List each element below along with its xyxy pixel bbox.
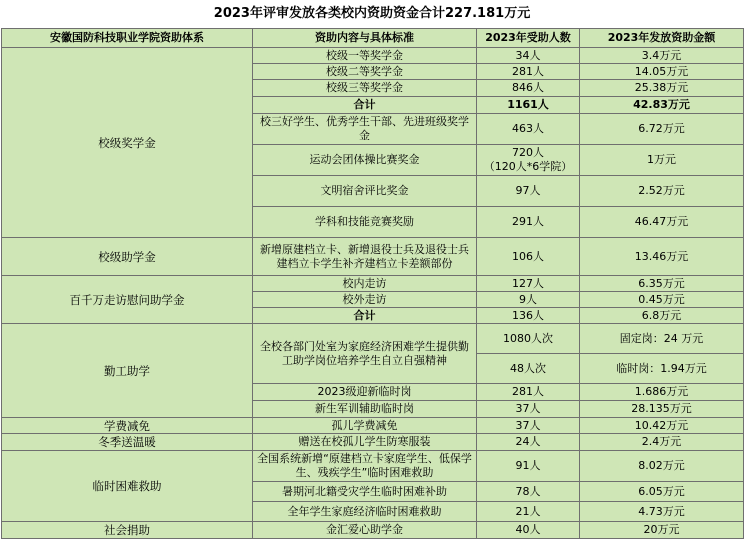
amount-cell: 1万元	[580, 145, 744, 176]
amount-cell: 6.8万元	[580, 308, 744, 324]
content-cell: 校级一等奖学金	[253, 48, 477, 64]
content-cell: 学科和技能竞赛奖励	[253, 207, 477, 238]
content-cell: 金汇爱心助学金	[253, 522, 477, 539]
content-cell: 校内走访	[253, 276, 477, 292]
table-row	[2, 276, 744, 292]
amount-cell: 0.45万元	[580, 292, 744, 308]
content-cell: 2023级迎新临时岗	[253, 384, 477, 401]
category-cell: 临时困难救助	[2, 451, 253, 522]
amount-cell: 固定岗：24 万元	[580, 324, 744, 354]
content-cell: 合计	[253, 308, 477, 324]
table-row	[2, 418, 744, 434]
count-cell: 78人	[477, 482, 580, 502]
amount-cell: 2.52万元	[580, 176, 744, 207]
count-cell: 91人	[477, 451, 580, 482]
amount-cell: 3.4万元	[580, 48, 744, 64]
category-cell: 校级奖学金	[2, 48, 253, 238]
table-row	[2, 238, 744, 276]
content-cell: 校级三等奖学金	[253, 80, 477, 97]
count-cell	[477, 145, 580, 176]
count-cell: 9人	[477, 292, 580, 308]
count-cell: 48人次	[477, 354, 580, 384]
amount-cell: 42.83万元	[580, 97, 744, 114]
aid-table	[1, 28, 744, 539]
count-cell: 1161人	[477, 97, 580, 114]
header-amount: 2023年发放资助金额	[580, 29, 744, 48]
count-cell: 37人	[477, 401, 580, 418]
content-cell: 全国系统新增“原建档立卡家庭学生、低保学生、残疾学生”临时困难救助	[253, 451, 477, 482]
amount-cell: 4.73万元	[580, 502, 744, 522]
count-cell: 34人	[477, 48, 580, 64]
table-row	[2, 451, 744, 482]
count-cell: 37人	[477, 418, 580, 434]
content-cell: 校外走访	[253, 292, 477, 308]
count-cell: 281人	[477, 384, 580, 401]
count-cell: 24人	[477, 434, 580, 451]
count-cell: 97人	[477, 176, 580, 207]
amount-cell: 28.135万元	[580, 401, 744, 418]
content-cell: 新生军训辅助临时岗	[253, 401, 477, 418]
content-cell: 新增原建档立卡、新增退役士兵及退役士兵建档立卡学生补齐建档立卡差额部份	[253, 238, 477, 276]
header-content: 资助内容与具体标准	[253, 29, 477, 48]
count-note: （120人*6学院）	[483, 160, 573, 173]
count-cell: 40人	[477, 522, 580, 539]
count-cell: 106人	[477, 238, 580, 276]
category-cell: 勤工助学	[2, 324, 253, 418]
amount-cell: 46.47万元	[580, 207, 744, 238]
amount-cell: 临时岗：1.94万元	[580, 354, 744, 384]
amount-cell: 6.05万元	[580, 482, 744, 502]
amount-cell: 1.686万元	[580, 384, 744, 401]
table-row	[2, 48, 744, 64]
count-cell: 127人	[477, 276, 580, 292]
content-cell: 暑期河北籍受灾学生临时困难补助	[253, 482, 477, 502]
category-cell: 社会捐助	[2, 522, 253, 539]
count-cell: 281人	[477, 64, 580, 80]
count-cell: 21人	[477, 502, 580, 522]
content-cell: 孤儿学费减免	[253, 418, 477, 434]
category-cell: 百千万走访慰问助学金	[2, 276, 253, 324]
content-cell: 合计	[253, 97, 477, 114]
count-cell: 291人	[477, 207, 580, 238]
amount-cell: 14.05万元	[580, 64, 744, 80]
content-cell: 全年学生家庭经济临时困难救助	[253, 502, 477, 522]
content-cell: 运动会团体操比赛奖金	[253, 145, 477, 176]
amount-cell: 10.42万元	[580, 418, 744, 434]
count-cell: 136人	[477, 308, 580, 324]
count-cell: 463人	[477, 114, 580, 145]
content-cell: 文明宿舍评比奖金	[253, 176, 477, 207]
amount-cell: 20万元	[580, 522, 744, 539]
amount-cell: 6.72万元	[580, 114, 744, 145]
category-cell: 冬季送温暖	[2, 434, 253, 451]
amount-cell: 2.4万元	[580, 434, 744, 451]
table-row	[2, 324, 744, 354]
table-row	[2, 434, 744, 451]
header-row	[2, 29, 744, 48]
amount-cell: 13.46万元	[580, 238, 744, 276]
amount-cell: 25.38万元	[580, 80, 744, 97]
amount-cell: 8.02万元	[580, 451, 744, 482]
page-title: 2023年评审发放各类校内资助资金合计227.181万元	[0, 0, 744, 27]
count-line: 720人	[512, 146, 544, 159]
content-cell: 校三好学生、优秀学生干部、先进班级奖学金	[253, 114, 477, 145]
content-cell: 赠送在校孤儿学生防寒服装	[253, 434, 477, 451]
table-row	[2, 522, 744, 539]
count-cell: 846人	[477, 80, 580, 97]
header-system: 安徽国防科技职业学院资助体系	[2, 29, 253, 48]
content-cell: 校级二等奖学金	[253, 64, 477, 80]
amount-cell: 6.35万元	[580, 276, 744, 292]
category-cell: 校级助学金	[2, 238, 253, 276]
count-cell: 1080人次	[477, 324, 580, 354]
content-cell: 全校各部门处室为家庭经济困难学生提供勤工助学岗位培养学生自立自强精神	[253, 324, 477, 384]
header-count: 2023年受助人数	[477, 29, 580, 48]
category-cell: 学费减免	[2, 418, 253, 434]
